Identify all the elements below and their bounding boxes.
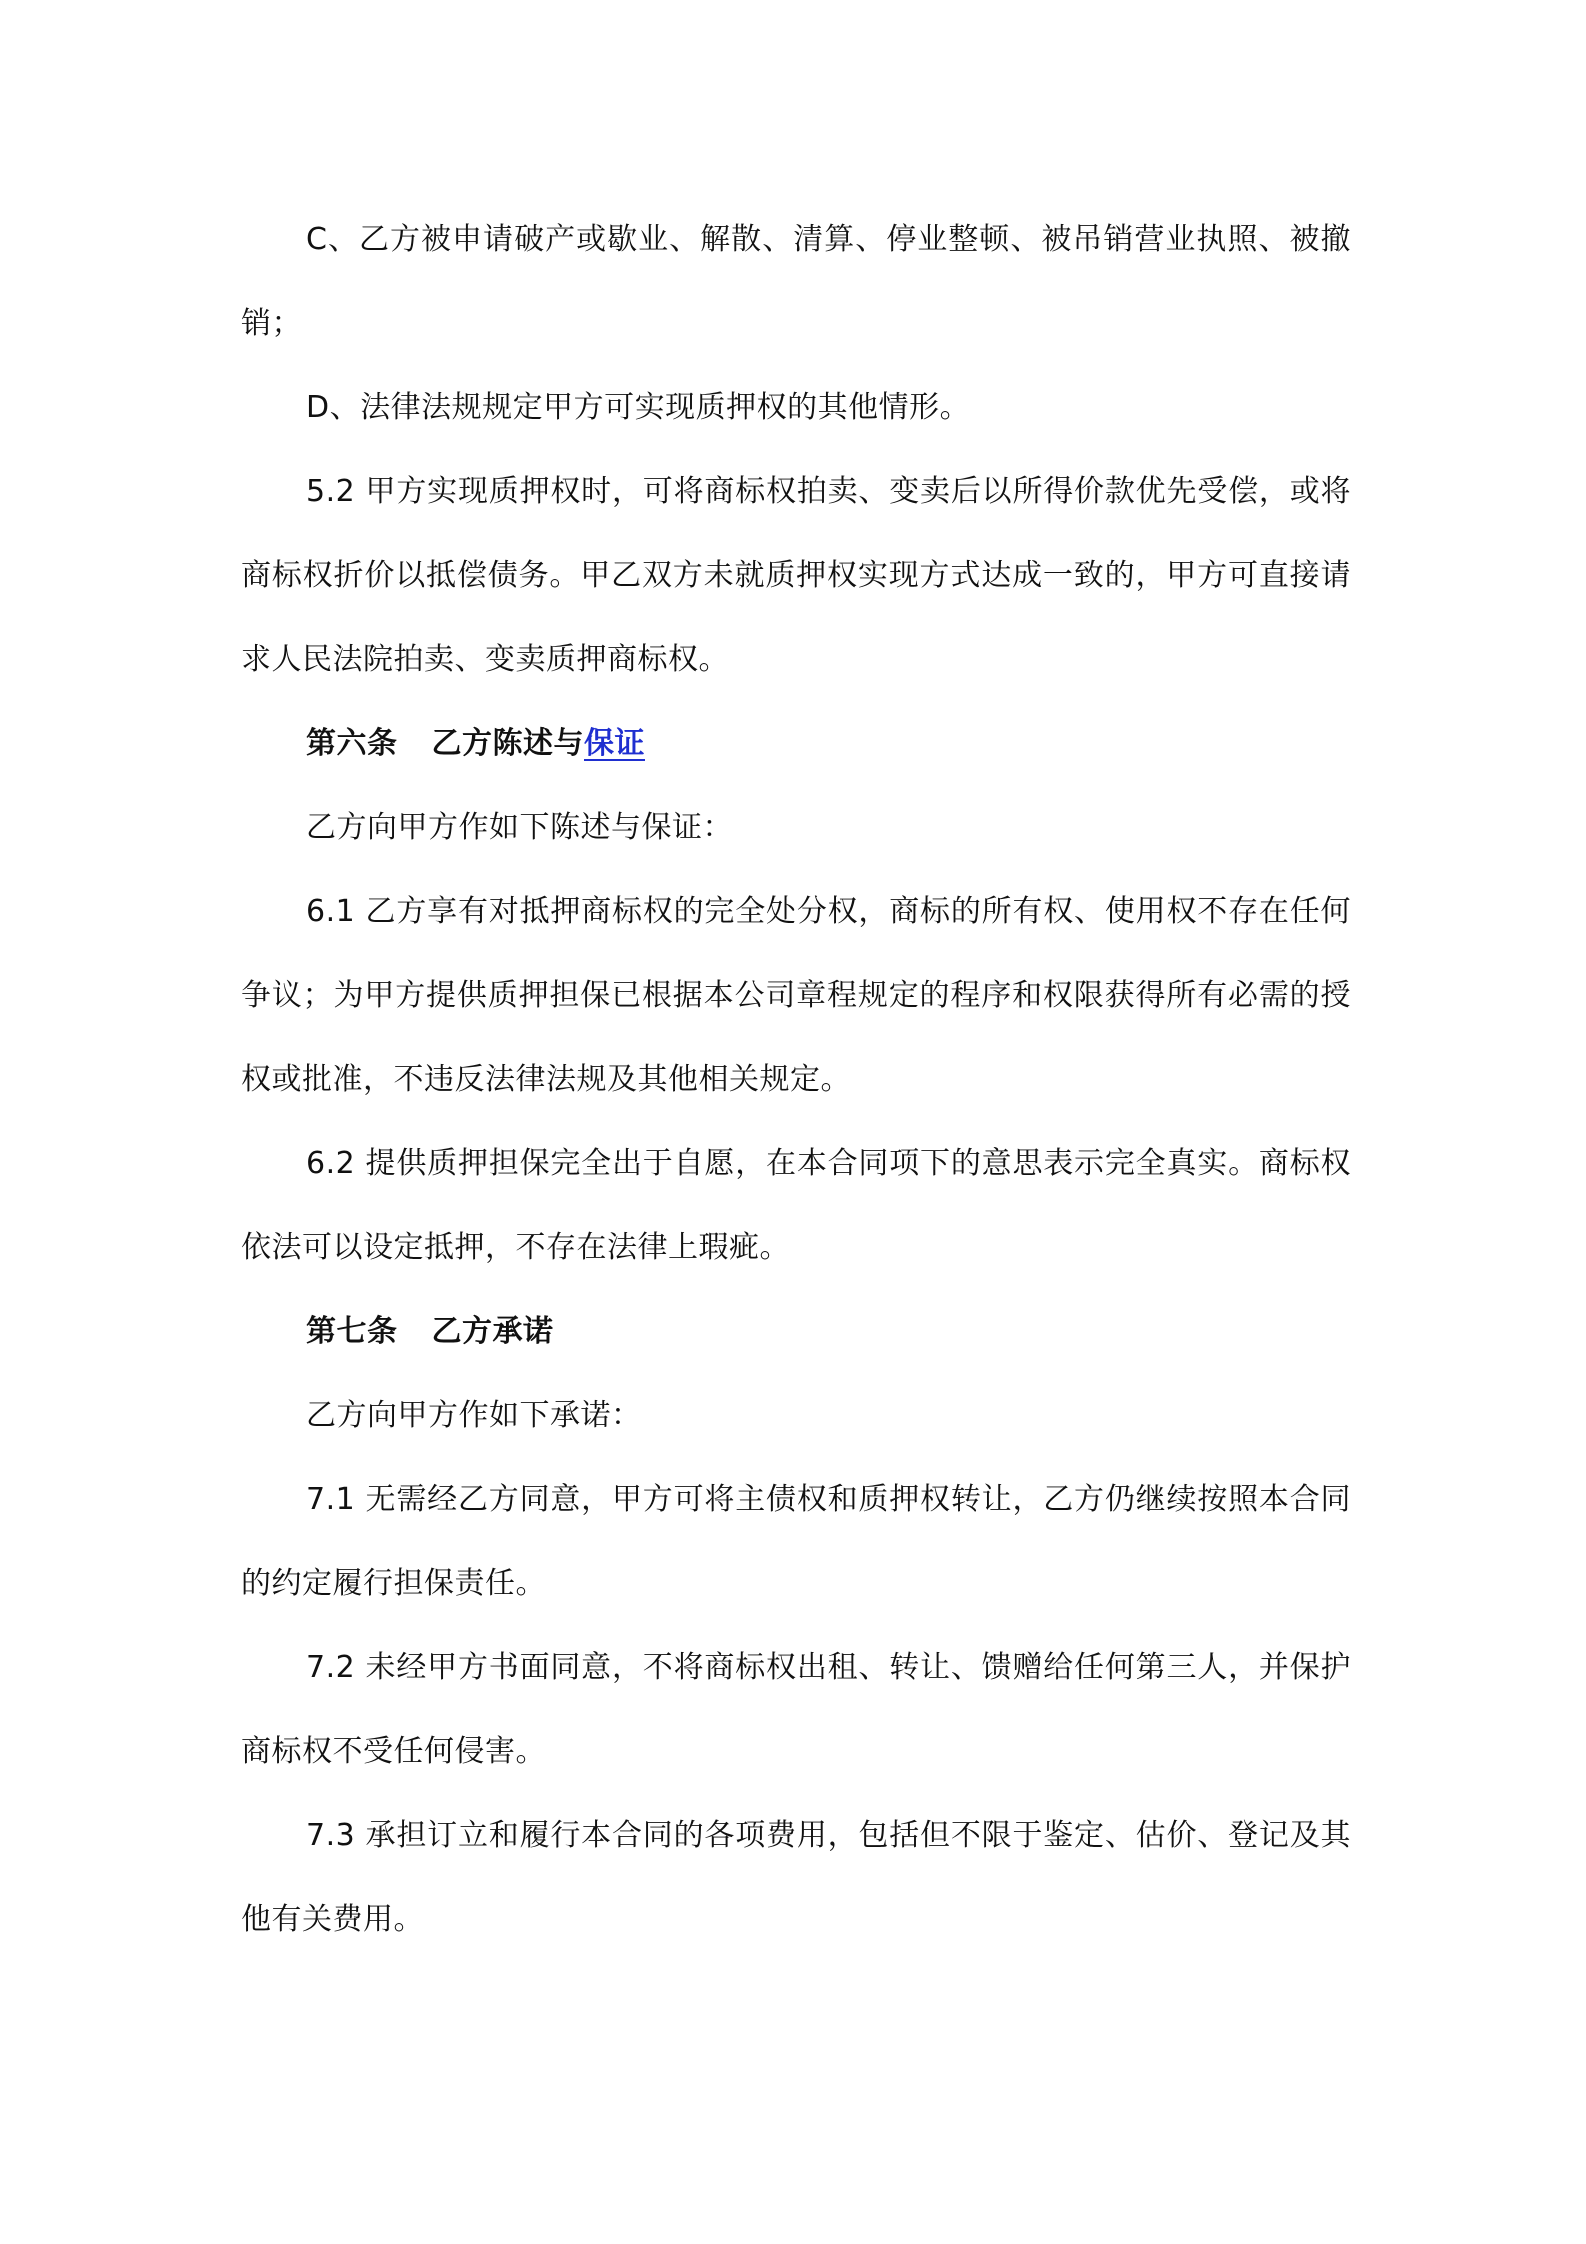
clause-6-1: 6.1 乙方享有对抵押商标权的完全处分权，商标的所有权、使用权不存在任何争议；为甲方提供质押担保已根据本公司章程规定的程序和权限获得所有必需的授权或批准，不违反法律法规及其他相关规定。: [241, 894, 1351, 1097]
article-6-number: 第六条: [306, 726, 398, 761]
article-7-heading: [241, 1290, 1351, 1374]
article-6-intro: 乙方向甲方作如下陈述与保证：: [306, 810, 733, 845]
article-6-heading: [241, 702, 1351, 786]
article-7-number: 第七条: [306, 1314, 398, 1349]
clause-5-2: 5.2 甲方实现质押权时，可将商标权拍卖、变卖后以所得价款优先受偿，或将商标权折价以抵偿债务。甲乙双方未就质押权实现方式达成一致的，甲方可直接请求人民法院拍卖、变卖质押商标权。: [241, 474, 1351, 677]
document-body: [241, 198, 1351, 1962]
article-6-title-link[interactable]: 保证: [584, 726, 645, 761]
article-6-title: 乙方陈述与: [431, 726, 584, 761]
clause-7-2: 7.2 未经甲方书面同意，不将商标权出租、转让、馈赠给任何第三人，并保护商标权不受任何侵害。: [241, 1650, 1351, 1769]
clause-7-3: 7.3 承担订立和履行本合同的各项费用，包括但不限于鉴定、估价、登记及其他有关费用。: [241, 1818, 1351, 1937]
clause-6-2: 6.2 提供质押担保完全出于自愿，在本合同项下的意思表示完全真实。商标权依法可以设定抵押，不存在法律上瑕疵。: [241, 1146, 1351, 1265]
clause-7-1: 7.1 无需经乙方同意，甲方可将主债权和质押权转让，乙方仍继续按照本合同的约定履行担保责任。: [241, 1482, 1351, 1601]
article-7-intro: 乙方向甲方作如下承诺：: [306, 1398, 642, 1433]
clause-5-1-c: C、乙方被申请破产或歇业、解散、清算、停业整顿、被吊销营业执照、被撤销；: [241, 222, 1351, 341]
clause-5-1-d: D、法律法规规定甲方可实现质押权的其他情形。: [306, 390, 971, 425]
article-7-title: 乙方承诺: [431, 1314, 554, 1349]
